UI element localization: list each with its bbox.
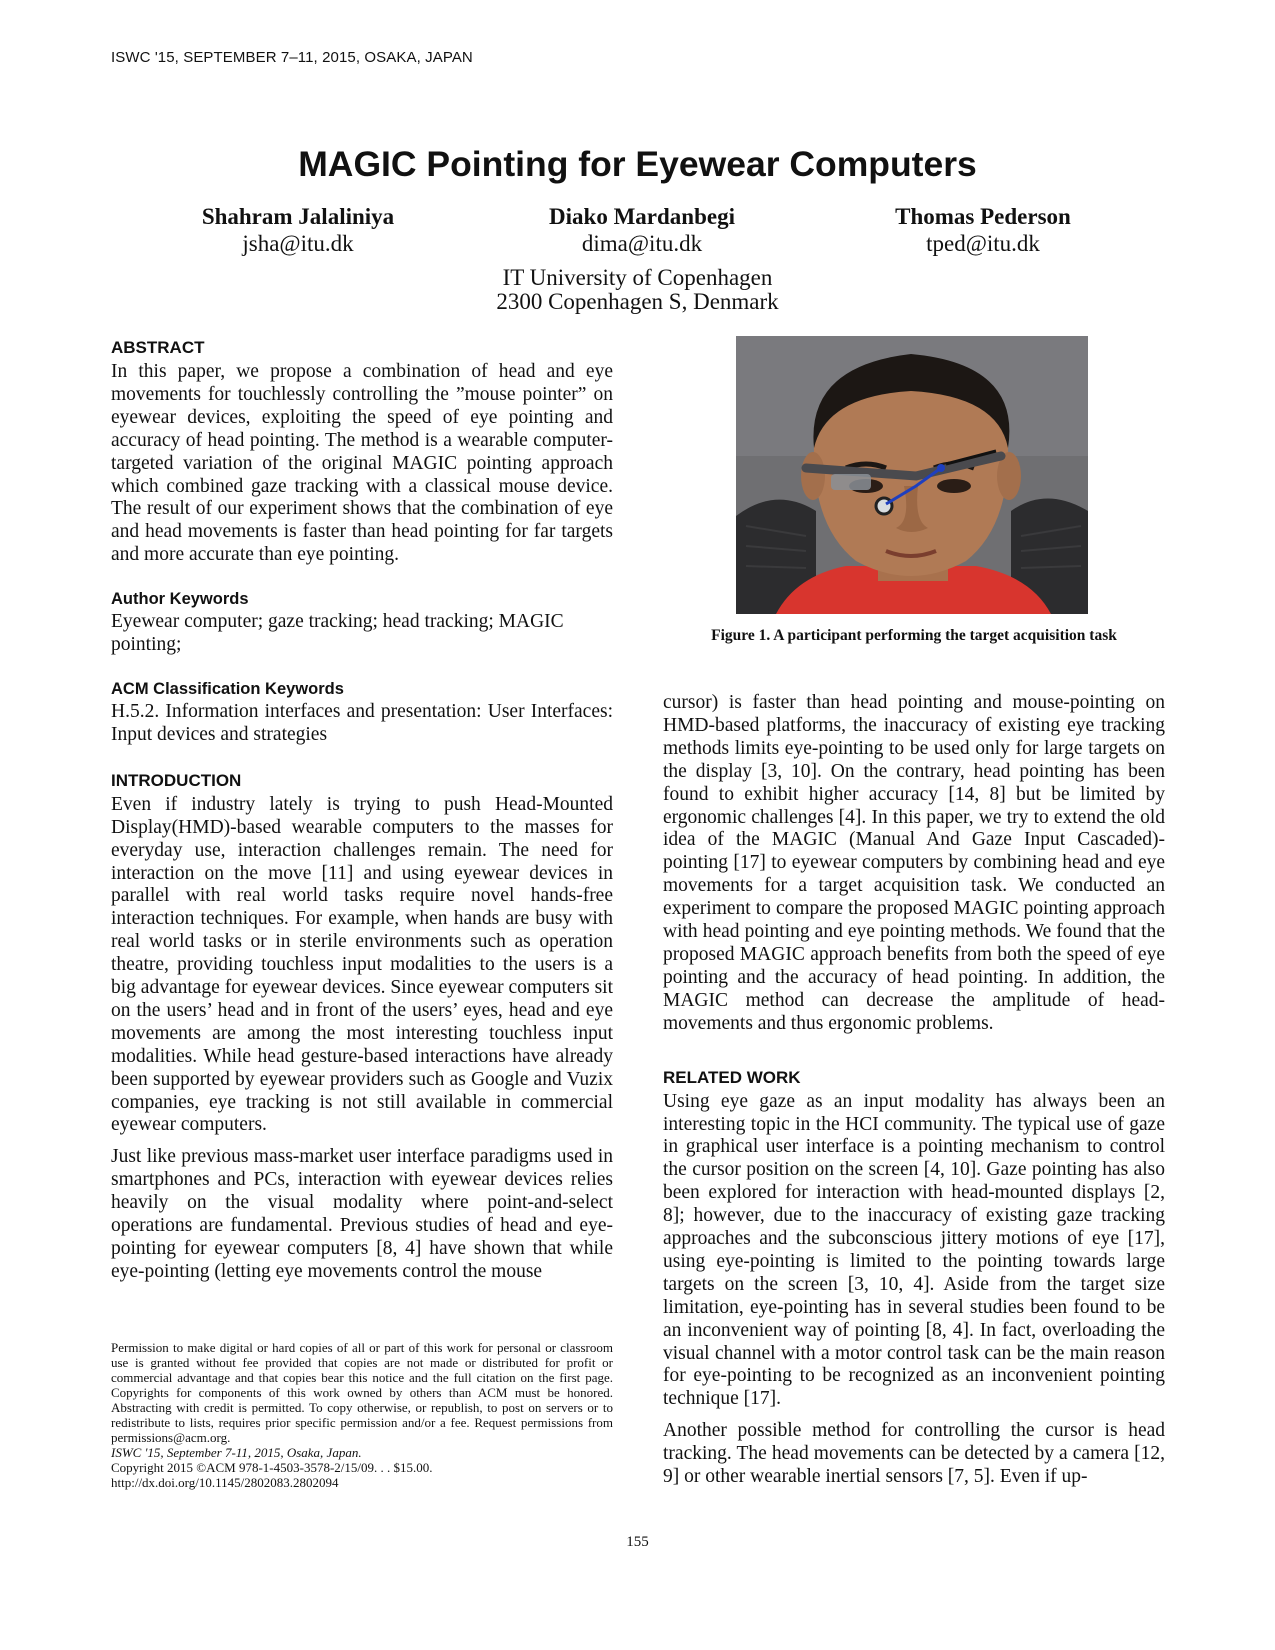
author-name: Diako Mardanbegi	[549, 204, 735, 229]
abstract-heading: ABSTRACT	[111, 338, 205, 357]
acm-keywords-heading: ACM Classification Keywords	[111, 679, 344, 698]
left-column	[111, 338, 613, 1284]
author-email: tped@itu.dk	[926, 231, 1040, 256]
author-keywords-heading: Author Keywords	[111, 590, 249, 609]
introduction-heading: INTRODUCTION	[111, 770, 242, 790]
page-number: 155	[626, 1534, 649, 1550]
right-column	[663, 692, 1165, 1489]
doi-link[interactable]: http://dx.doi.org/10.1145/2802083.2802094	[111, 1475, 339, 1490]
author-email: dima@itu.dk	[581, 231, 703, 256]
affiliation-line: IT University of Copenhagen	[502, 265, 773, 290]
venue-line: ISWC '15, September 7-11, 2015, Osaka, Japan.	[111, 1445, 362, 1460]
author-keywords-text: Eyewear computer; gaze tracking; head tracking; MAGIC pointing;	[111, 611, 564, 656]
author-email: jsha@itu.dk	[242, 231, 354, 256]
permission-notice	[111, 1340, 613, 1490]
author-block	[833, 203, 1133, 257]
affiliation	[0, 266, 1275, 314]
author-block	[148, 203, 448, 257]
permission-text: Permission to make digital or hard copies of all or part of this work for personal or classroom use is granted without fee provided that copies are not made or distributed for profit or commercial advantage and that copies bear this notice and the full citation on the first page. Copyrights for components of this work owned by others than ACM must be honored. Abstracting with credit is permitted. To copy otherwise, or republish, to post on servers or to redistribute to lists, requires prior specific permission and/or a fee. Request permissions from permissions@acm.org.	[111, 1340, 613, 1445]
related-work-heading: RELATED WORK	[663, 1067, 801, 1087]
related-work-paragraph: Using eye gaze as an input modality has always been an interesting topic in the HCI community. The typical use of gaze in graphical user interface is a pointing mechanism to control the cursor position on the screen [4, 10]. Gaze pointing has also been explored for interaction with head-mounted displays [2, 8]; however, due to the inaccuracy of existing gaze tracking approaches and the subconscious jittery motions of eye [17], using eye-pointing is limited to the pointing towards large targets on the screen [3, 10, 4]. Aside from the target size limitation, eye-pointing has in several studies been found to be an inconvenient way of pointing [8, 4]. In fact, overloading the visual channel with a motor control task can be the main reason for eye-pointing to be recognized as an inconvenient pointing technique [17].	[663, 1090, 1165, 1410]
introduction-paragraph: cursor) is faster than head pointing and mouse-pointing on HMD-based platforms, the inaccuracy of existing eye tracking methods limits eye-pointing to be used only for large targets on the display [3, 10]. On the contrary, head pointing has been found to exhibit higher accuracy [14, 8] but be limited by ergonomic challenges [4]. In this paper, we try to extend the old idea of the MAGIC (Manual And Gaze Input Cascaded)-pointing [17] to eyewear computers by combining head and eye movements for a target acquisition task. We conducted an experiment to compare the proposed MAGIC pointing approach with head pointing and eye pointing methods. We found that the proposed MAGIC approach benefits from both the speed of eye pointing and the accuracy of head pointing. In addition, the MAGIC method can decrease the amplitude of head-movements and thus ergonomic problems.	[663, 692, 1165, 1034]
related-work-paragraph: Another possible method for controlling the cursor is head tracking. The head movements can be detected by a camera [12, 9] or other wearable inertial sensors [7, 5]. Even if up-	[663, 1420, 1165, 1488]
running-head: ISWC '15, SEPTEMBER 7–11, 2015, OSAKA, JAPAN	[111, 49, 473, 66]
figure-photo	[736, 336, 1088, 614]
author-name: Thomas Pederson	[895, 204, 1071, 229]
paper-title: MAGIC Pointing for Eyewear Computers	[298, 144, 977, 184]
affiliation-line: 2300 Copenhagen S, Denmark	[496, 289, 779, 314]
author-block	[492, 203, 792, 257]
introduction-paragraph: Even if industry lately is trying to push Head-Mounted Display(HMD)-based wearable computers to the masses for everyday use, interaction challenges remain. The need for interaction on the move [11] and using eyewear devices in parallel with real world tasks require novel hands-free interaction techniques. For example, when hands are busy with real world tasks or in sterile environments such as operation theatre, providing touchless input modalities to the users is a big advantage for eyewear devices. Since eyewear computers sit on the users’ head and in front of the users’ eyes, head and eye movements are among the most interesting touchless input modalities. While head gesture-based interactions have already been supported by eyewear providers such as Google and Vuzix companies, eye tracking is not still available in commercial eyewear computers.	[111, 793, 613, 1136]
figure-caption: Figure 1. A participant performing the target acquisition task	[711, 627, 1117, 644]
acm-keywords-text: H.5.2. Information interfaces and presentation: User Interfaces: Input devices and strategies	[111, 700, 613, 745]
participant-photo	[736, 336, 1088, 614]
introduction-paragraph: Just like previous mass-market user interface paradigms used in smartphones and PCs, interaction with eyewear devices relies heavily on the visual modality where point-and-select operations are fundamental. Previous studies of head and eye-pointing for eyewear computers [8, 4] have shown that while eye-pointing (letting eye movements control the mouse	[111, 1146, 613, 1282]
copyright-line: Copyright 2015 ©ACM 978-1-4503-3578-2/15/09. . . $15.00.	[111, 1460, 433, 1475]
abstract-text: In this paper, we propose a combination of head and eye movements for touchlessly controlling the ”mouse pointer” on eyewear devices, exploiting the speed of eye pointing and accuracy of head pointing. The method is a wearable computer-targeted variation of the original MAGIC pointing approach which combined gaze tracking with a classical mouse device. The result of our experiment shows that the combination of eye and head movements is faster than head pointing for far targets and more accurate than eye pointing.	[111, 361, 613, 566]
author-name: Shahram Jalaliniya	[201, 204, 395, 229]
